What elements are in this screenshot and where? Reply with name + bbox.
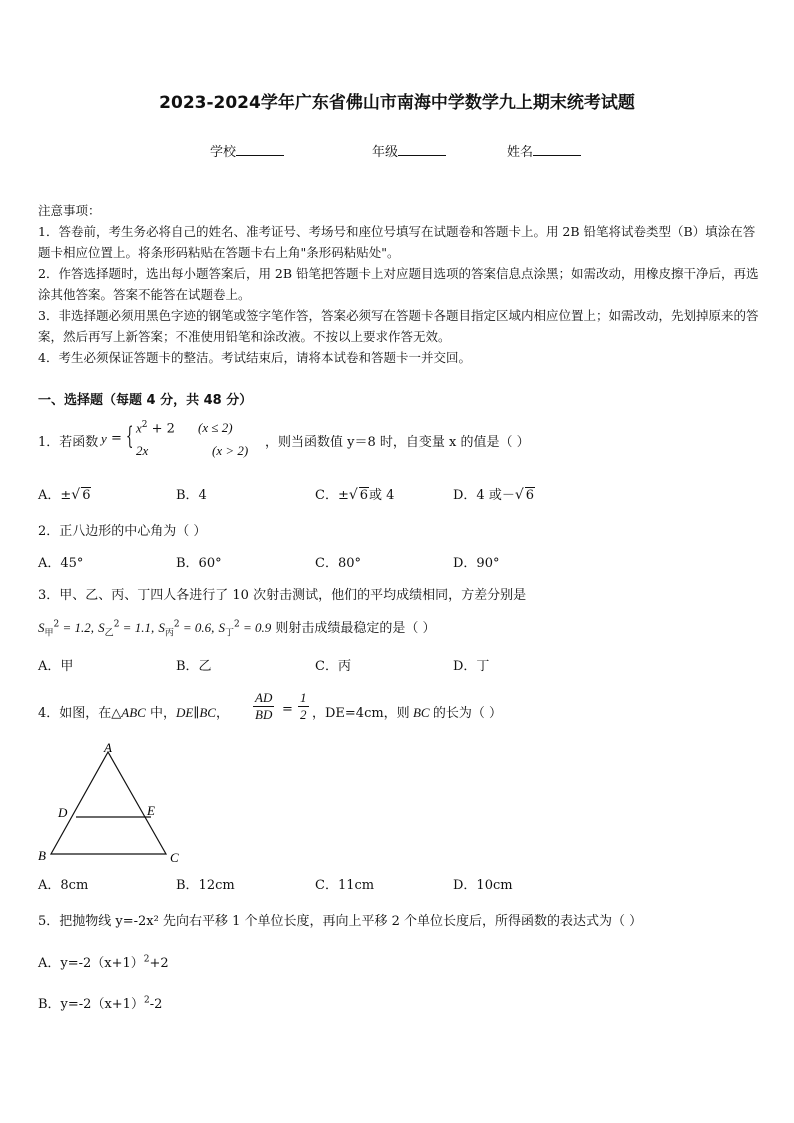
exam-title: 2023-2024学年广东省佛山市南海中学数学九上期末统考试题 bbox=[159, 93, 635, 113]
q3-option-d[interactable]: D．丁 bbox=[453, 659, 490, 674]
q4-option-a[interactable]: A．8cm bbox=[38, 878, 89, 893]
school-field[interactable]: 学校 bbox=[210, 141, 284, 160]
q1-option-b[interactable]: B．4 bbox=[176, 488, 207, 503]
q4-option-d[interactable]: D．10cm bbox=[453, 878, 513, 893]
notice-heading: 注意事项： bbox=[38, 203, 101, 218]
q2-option-d[interactable]: D．90° bbox=[453, 556, 500, 571]
notice-item-2: 2．作答选择题时，选出每小题答案后，用 2B 铅笔把答题卡上对应题目选项的答案信息点涂黑；如需改动，用橡皮擦干净后，再选涂其他答案。答案不能答在试题卷上。 bbox=[38, 266, 759, 302]
question-5: 5．把抛物线 y=-2x² 先向右平移 1 个单位长度，再向上平移 2 个单位长度后，所得函数的表达式为（ ） bbox=[38, 914, 643, 929]
label-b: B bbox=[38, 848, 46, 863]
q1-option-c[interactable]: C．±√ 6或 4 bbox=[315, 487, 395, 503]
q3-option-c[interactable]: C．丙 bbox=[315, 659, 351, 674]
q4-option-c[interactable]: C．11cm bbox=[315, 878, 375, 893]
ratio-one-half: $\frac{1}{2}$ bbox=[300, 690, 307, 722]
grade-field[interactable]: 年级 bbox=[372, 141, 446, 160]
q2-option-c[interactable]: C．80° bbox=[315, 556, 361, 571]
question-2: 2．正八边形的中心角为（ ） bbox=[38, 524, 207, 539]
notice-item-4: 4．考生必须保证答题卡的整洁。考试结束后，请将本试卷和答题卡一并交回。 bbox=[38, 350, 471, 365]
triangle-diagram bbox=[36, 742, 196, 867]
q5-option-b[interactable]: B．$y=-2(x+1)^2-2$ bbox=[38, 995, 163, 1012]
question-3: 3．甲、乙、丙、丁四人各进行了 10 次射击测试，他们的平均成绩相同，方差分别是 bbox=[38, 588, 527, 603]
name-field[interactable]: 姓名 bbox=[507, 141, 581, 160]
q4-option-b[interactable]: B．12cm bbox=[176, 878, 235, 893]
q1-option-d[interactable]: D．4 或－√ 6 bbox=[453, 487, 535, 503]
q3-option-b[interactable]: B．乙 bbox=[176, 659, 212, 674]
notice-item-3: 3．非选择题必须用黑色字迹的钢笔或签字笔作答，答案必须写在答题卡各题目指定区域内相应位置上；如需改动，先划掉原来的答案，然后再写上新答案；不准使用铅笔和涂改液。不按以上要求作答无效。 bbox=[38, 308, 759, 344]
label-e: E bbox=[147, 803, 155, 818]
section-heading: 一、选择题（每题 4 分，共 48 分） bbox=[38, 393, 253, 408]
label-d: D bbox=[58, 805, 68, 820]
q3-option-a[interactable]: A．甲 bbox=[38, 659, 74, 674]
label-a: A bbox=[104, 740, 112, 755]
notice-item-1: 1．答卷前，考生务必将自己的姓名、准考证号、考场号和座位号填写在试题卷和答题卡上。用 2B 铅笔将试卷类型（B）填涂在答题卡相应位置上。将条形码粘贴在答题卡右上角"条形码粘贴处"。 bbox=[38, 224, 756, 260]
q5-option-a[interactable]: A．$y=-2(x+1)^2+2$ bbox=[38, 954, 169, 971]
notice-block bbox=[38, 200, 760, 368]
q2-option-b[interactable]: B．60° bbox=[176, 556, 222, 571]
label-c: C bbox=[170, 850, 179, 865]
exam-page: 2023-2024学年广东省佛山市南海中学数学九上期末统考试题 学校 年级 姓名 注意事项： 1．答卷前，考生务必将自己的姓名、准考证号、考场号和座位号填写在试题卷和答题卡上。用 2B 铅笔将试卷类型（B）填涂在答题卡相应位置上。将条形码粘贴在答题卡右上角"条形码粘贴处"。 2．作答选择题时，选出每小题答案后，用 2B 铅笔把答题卡上对应题目选项的答案信息点涂黑；如需改动，用橡皮擦干净后，再选涂其他答案。答案不能答在试题卷上。 3．非选择题必须用黑色字迹的钢笔或签字笔作答，答案必须写在答题卡各题目指定区域内相应位置上；如需改动，先划掉原来的答案，然后再写上新答案；不准使用铅笔和涂改液。不按以上要求作答无效。 4．考生必须保证答题卡的整洁。考试结束后，请将本试卷和答题卡一并交回。 一、选择题（每题 4 分，共 48 分） 1．若函数 y = { $x^2 + 2$ (x ≤ 2) 2x (x > 2) ，则当函数值 y＝8 时，自变量 x 的值是（ ） A．±√ 6 B．4 C．±√ 6或 4 D．4 或－√ 6 2．正八边形的中心角为（ ） A．45° B．60° C．80° D．90° 3．甲、乙、丙、丁四人各进行了 10 次射击测试，他们的平均成绩相同，方差分别是 $S_甲^2 = 1.2$, $S_乙^2 = 1.1$, $S_丙^2 = 0.6$, $S_丁^2 = 0.9$ 则射击成绩最稳定的是（ ） A．甲 B．乙 C．丙 D．丁 4．如图，在△ABC 中，DE∥BC， $\frac{AD}{BD}$ = $\frac{1}{2}$ ，DE=4cm，则 BC 的长为（ ） A D E B C A．8cm B．12cm C．11cm D．10cm 5．把抛物线 y=-2x² 先向右平移 1 个单位长度，再向上平移 2 个单位长度后，所得函数的表达式为（ ） A．$y=-2(x+1)^2+2$ B．$y=-2(x+1)^2-2$ bbox=[0, 0, 794, 1123]
ratio-ad-bd: $\frac{AD}{BD}$ bbox=[255, 690, 273, 722]
q2-option-a[interactable]: A．45° bbox=[38, 556, 84, 571]
case-1: $x^2 + 2$ bbox=[136, 420, 175, 437]
q1-option-a[interactable]: A．±√ 6 bbox=[38, 487, 91, 503]
q3-variance-formula: $S_甲^2 = 1.2$, $S_乙^2 = 1.1$, $S_丙^2 = 0.6$, $S_丁^2 = 0.9$ 则射击成绩最稳定的是（ ） bbox=[38, 619, 436, 639]
brace-glyph: { bbox=[125, 422, 134, 450]
